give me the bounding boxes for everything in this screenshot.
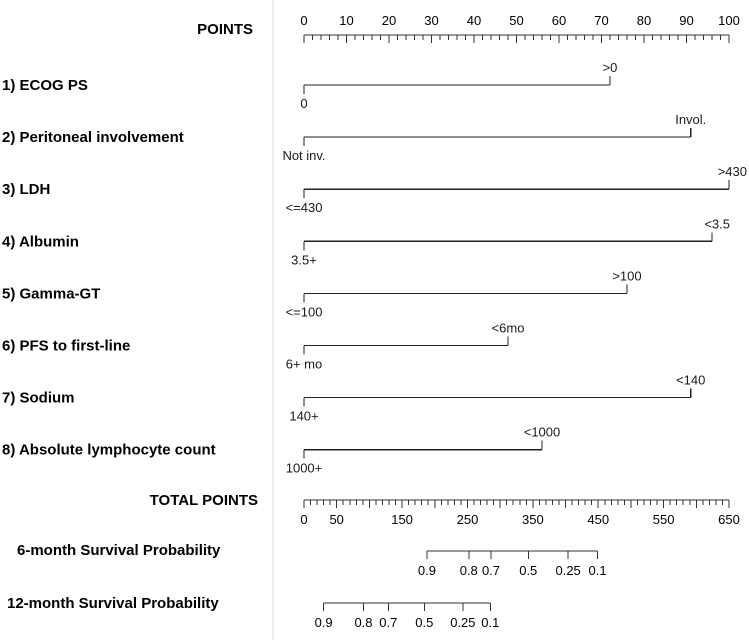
survival-tick-label: 0.25 <box>450 615 476 630</box>
predictor-row <box>2 321 524 372</box>
predictor-label: 6) PFS to first-line <box>2 337 131 355</box>
predictor-label: 2) Peritoneal involvement <box>2 129 184 147</box>
predictor-level-label-low: <=430 <box>285 200 323 216</box>
predictor-level-label-low: 6+ mo <box>285 356 323 372</box>
points-axis-tick-label: 90 <box>679 13 694 28</box>
predictor-level-label-high: >430 <box>717 164 747 180</box>
predictor-label: 5) Gamma-GT <box>2 285 101 303</box>
survival-tick-label: 0.5 <box>415 615 434 630</box>
survival-tick-label: 0.1 <box>481 615 500 630</box>
predictor-level-label-low: 0 <box>300 96 308 111</box>
total-axis-tick-label: 150 <box>391 512 413 527</box>
predictor-label: 1) ECOG PS <box>2 77 88 94</box>
points-axis <box>300 13 739 43</box>
survival-tick-label: 0.5 <box>519 563 538 578</box>
survival-6mo-scale <box>418 551 607 578</box>
predictor-row <box>2 164 747 215</box>
predictor-row <box>2 60 617 111</box>
predictor-row <box>2 112 706 163</box>
predictor-label: 4) Albumin <box>2 233 79 251</box>
survival-tick-label: 0.8 <box>354 615 373 630</box>
total-axis-tick-label: 50 <box>329 512 344 527</box>
predictor-row <box>2 425 560 476</box>
survival-6mo-label: 6-month Survival Probability <box>17 542 221 559</box>
predictor-level-label-low: 1000+ <box>285 460 323 476</box>
points-axis-tick-label: 50 <box>509 13 524 28</box>
points-axis-tick-label: 40 <box>466 13 482 28</box>
predictor-row <box>2 216 730 267</box>
total-axis-tick-label: 450 <box>587 512 610 527</box>
total-axis-tick-label: 250 <box>456 512 479 527</box>
predictor-level-label-high: >0 <box>602 60 618 75</box>
survival-tick-label: 0.7 <box>379 615 398 630</box>
predictor-label: 7) Sodium <box>2 389 75 407</box>
predictor-level-label-high: >100 <box>612 268 642 284</box>
survival-tick-label: 0.7 <box>481 563 501 578</box>
survival-tick-label: 0.9 <box>314 615 333 630</box>
predictor-row <box>2 268 642 319</box>
total-axis-tick-label: 350 <box>521 512 544 527</box>
predictor-row <box>2 373 705 424</box>
points-axis-tick-label: 60 <box>551 13 567 28</box>
survival-12mo-scale <box>315 603 500 630</box>
predictor-level-label-high: <140 <box>676 372 706 388</box>
survival-tick-label: 0.9 <box>417 563 436 578</box>
points-axis-tick-label: 100 <box>718 13 740 28</box>
predictor-rows <box>2 60 747 476</box>
total-axis-tick-label: 0 <box>300 512 308 527</box>
predictor-level-label-high: <1000 <box>523 424 561 440</box>
points-axis-label: POINTS <box>197 21 253 38</box>
survival-tick-label: 0.8 <box>459 563 478 578</box>
predictor-label: 8) Absolute lymphocyte count <box>2 441 216 459</box>
total-axis-tick-label: 550 <box>652 512 675 527</box>
points-axis-tick-label: 70 <box>594 13 609 28</box>
total-points-axis-label: TOTAL POINTS <box>149 492 258 509</box>
points-axis-tick-label: 10 <box>339 13 354 28</box>
predictor-level-label-high: <3.5 <box>704 216 730 232</box>
predictor-label: 3) LDH <box>2 181 51 199</box>
points-axis-tick-label: 30 <box>424 13 439 28</box>
survival-tick-label: 0.25 <box>555 563 581 578</box>
predictor-level-label-high: Invol. <box>675 112 707 128</box>
predictor-level-label-low: 140+ <box>289 408 319 424</box>
points-axis-tick-label: 0 <box>300 13 308 28</box>
survival-12mo-label: 12-month Survival Probability <box>7 595 219 612</box>
predictor-level-label-low: <=100 <box>285 304 323 320</box>
predictor-level-label-low: 3.5+ <box>291 252 317 268</box>
total-axis-tick-label: 650 <box>718 512 740 527</box>
predictor-level-label-high: <6mo <box>491 320 525 336</box>
predictor-level-label-low: Not inv. <box>282 148 326 164</box>
survival-tick-label: 0.1 <box>588 563 607 578</box>
total-points-axis <box>300 500 739 527</box>
points-axis-tick-label: 20 <box>381 13 397 28</box>
points-axis-tick-label: 80 <box>636 13 652 28</box>
